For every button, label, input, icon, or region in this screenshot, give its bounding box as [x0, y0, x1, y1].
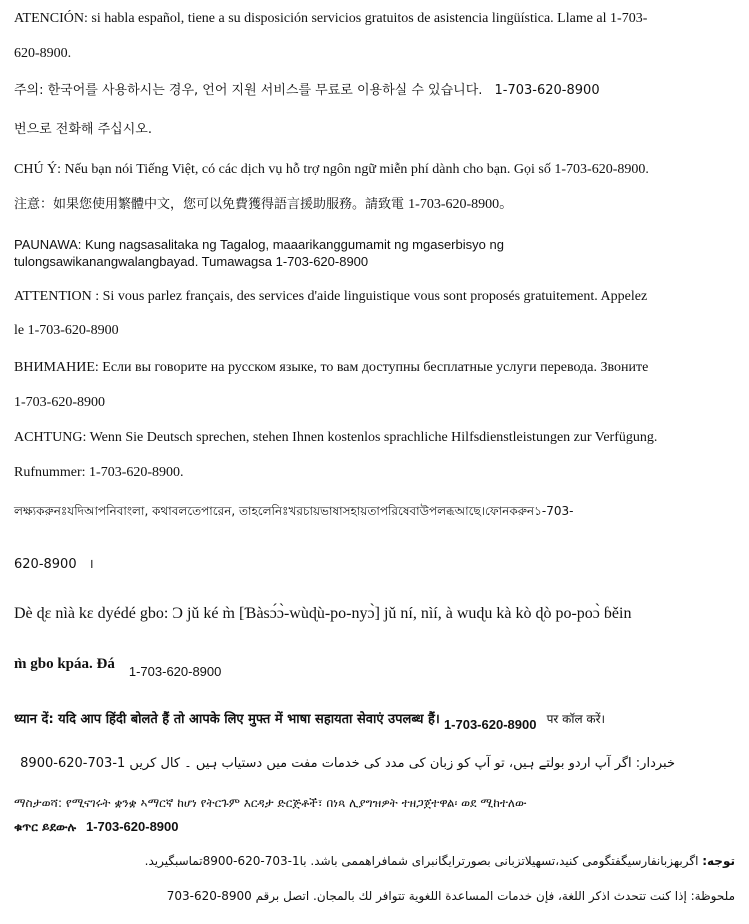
notice-spanish-line-1: ATENCIÓN: si habla español, tiene a su disposición servicios gratuitos de asistencia lingüística. Llame al 1-703-: [14, 11, 648, 26]
notice-bassa-text: m̀ gbo kpáa. Ɖá: [14, 656, 115, 672]
notice-arabic: ملحوظة: إذا كنت تتحدث اذكر اللغة، فإن خدمات المساعدة اللغوية تتوافر لك بالمجان. اتصل برقم 8900-620-703: [166, 889, 735, 903]
notice-chinese: [14, 196, 513, 214]
notice-russian-line-1: ВНИМАНИЕ: Если вы говорите на русском языке, то вам доступны бесплатные услуги перевода. Звоните: [14, 360, 649, 375]
notice-hindi: [14, 710, 606, 732]
notice-korean-line-1: [14, 82, 600, 100]
notice-vietnamese: CHÚ Ý: Nếu bạn nói Tiếng Việt, có các dịch vụ hỗ trợ ngôn ngữ miễn phí dành cho bạn. Gọi số 1-703-620-8900.: [14, 162, 649, 177]
notice-bassa-line-2: [14, 655, 222, 679]
notice-spanish-line-2: 620-8900.: [14, 46, 72, 61]
notice-bengali-end-mark: ।: [88, 557, 94, 572]
notice-korean-text: 주의: 한국어를 사용하시는 경우, 언어 지원 서비스를 무료로 이용하실 수 있습니다.: [14, 83, 483, 98]
notice-bengali-line-1: লক্ষ্যকরুনঃযদিআপনিবাংলা, কথাবলতেপারেন, তাহলেনিঃখরচায়ভাষাসহায়তাপরিষেবাউপলব্ধআছে।ফোনকরুন১-703-: [14, 504, 574, 518]
notice-farsi-text: اگربهزبانفارسیگفتگومی کنید،تسهیلاتزبانی بصورترایگانبرای شمافراهممی باشد. با1-703-620-8900تماسبگیرید.: [144, 854, 703, 868]
notice-amharic-phone: 1-703-620-8900: [85, 819, 179, 834]
notice-french-line-2: le 1-703-620-8900: [14, 323, 119, 338]
notice-chinese-phone: 1-703-620-8900。: [408, 197, 514, 212]
notice-hindi-call: पर कॉल करें।: [546, 712, 606, 726]
notice-bengali-phone: 620-8900: [14, 557, 77, 572]
notice-french-line-1: ATTENTION : Si vous parlez français, des services d'aide linguistique vous sont proposés gratuitement. Appelez: [14, 289, 648, 304]
notice-hindi-text: ध्यान दें: यदि आप हिंदी बोलते हैं तो आपके लिए मुफ्त में भाषा सहायता सेवाएं उपलब्ध हैं।: [14, 712, 440, 727]
notice-bassa-line-1: Dè ɖɛ nìà kɛ dyédé gbo: Ɔ jǔ ké m̀ [Ɓàsɔ́ɔ̀-wùɖù-po-nyɔ̀] jǔ ní, nìí, à wuɖu kà kò ɖò po-poɔ̀ ɓěin: [14, 605, 632, 622]
notice-amharic-text: ቁጥር ይደውሉ: [14, 820, 77, 834]
notice-tagalog-line-2: tulongsawikanangwalangbayad. Tumawagsa 1-703-620-8900: [14, 254, 369, 269]
notice-farsi: [145, 852, 735, 870]
notice-amharic-line-1: ማስታወሻ: የሚናገሩት ቋንቋ ኣማርኛ ከሆነ የትርጉም እርዳታ ድርጅቶች፣ በነጻ ሊያግዝዎት ተዘጋጀተዋል፡ ወደ ሚከተለው: [14, 796, 527, 810]
notice-farsi-label: توجه:: [702, 854, 735, 868]
notice-chinese-text: 注意：如果您使用繁體中文，您可以免費獲得語言援助服務。請致電: [14, 197, 405, 212]
notice-amharic-line-2: [14, 818, 179, 836]
notice-korean-phone: 1-703-620-8900: [494, 83, 600, 98]
notice-german-line-1: ACHTUNG: Wenn Sie Deutsch sprechen, stehen Ihnen kostenlos sprachliche Hilfsdienstleistungen zur Verfügung.: [14, 430, 658, 445]
notice-bengali-line-2: [14, 556, 94, 574]
notice-tagalog-line-1: PAUNAWA: Kung nagsasalitaka ng Tagalog, maaarikanggumamit ng mgaserbisyo ng: [14, 237, 504, 252]
notice-korean-line-2: 번으로 전화해 주십시오.: [14, 122, 152, 137]
notice-german-line-2: Rufnummer: 1-703-620-8900.: [14, 465, 184, 480]
notice-russian-line-2: 1-703-620-8900: [14, 395, 105, 410]
notice-bassa-phone: 1-703-620-8900: [128, 664, 222, 679]
notice-hindi-phone: 1-703-620-8900: [443, 717, 537, 732]
notice-urdu: خبردار: اگر آپ اردو بولتے ہیں، تو آپ کو زبان کی مدد کی خدمات مفت میں دستیاب ہیں ۔ کال کریں 1-703-620-8900: [20, 756, 675, 771]
